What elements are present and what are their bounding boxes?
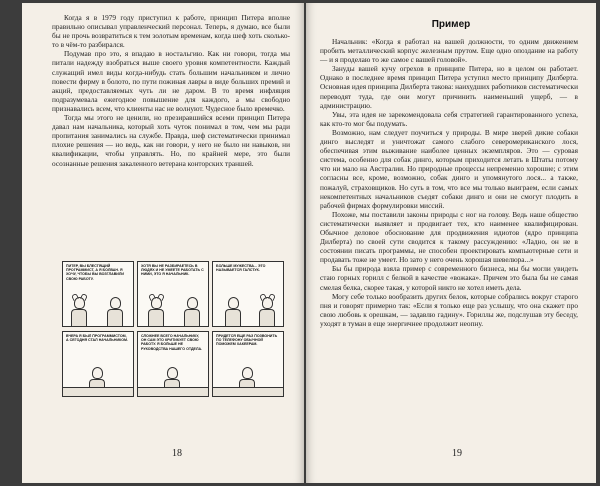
paragraph: Могу себе только вообразить других белок, которые собрались вокруг старого пня и говорят примерно так: «Если я только еще раз услышу, что она скажет про свою любовь к орешкам, — задавлю гадину». Гориллы же, подслушав эту беседу, уходят в туман в еще энергичнее продолжит неопну.: [320, 291, 578, 328]
speech-bubble: БОЛЬШЕ МУЖЕСТВА... ЭТО НАЗЫВАЕТСЯ ГАЛСТУК.: [216, 264, 266, 273]
speech-bubble: СЛОЖНЕЕ ВСЕГО НАЧАЛЬНИКУ, ОН САМ ЭТО КРИТИКУЕТ СВОЮ РАБОТУ. Я БОЛЬШЕ НЕ РУКОВОДСТВА НАШЕГО ОТДЕЛА.: [141, 334, 203, 351]
comic-panel: [62, 331, 134, 397]
paragraph: Тогда мы этого не ценили, но презиравшийся всеми принцип Питера давал нам начальника, который хоть чуток понимал в том, чем мы ради пропитания занимались на службе. Правда, шеф систематически принимал плохие решения — но ведь, как ни говори, у него не было ни навыков, ни квалификации, чтобы управлять. Но, по крайней мере, это были осознанные решения закаленного ветерана конторских траншей.: [52, 113, 290, 168]
paragraph: Похоже, мы поставили законы природы с ног на голову. Ведь наше общество систематически выявляет и продвигает тех, кто наименее квалифицирован. Обычное деловое обоснование для продвижения идиотов (ядро принципа Дилберта) по своей сути сводится к такому рассуждению: «Ладно, он не в состоянии писать программы, не способен проектировать компьютерные сети и продавать тоже не умеет. Но зато у него очень хорошая шевелюра...»: [320, 209, 578, 265]
desk: [213, 387, 283, 396]
paragraph: Увы, эта идея не зарекомендовала себя стратегией гарантированного успеха, как кто-то мог бы подумать.: [320, 109, 578, 128]
section-heading: Пример: [431, 19, 471, 30]
comic-panel: [212, 331, 284, 397]
employee-figure: [107, 297, 123, 326]
right-page: [306, 3, 596, 483]
left-page: [22, 3, 304, 483]
paragraph: Возможно, нам следует поучиться у природы. В мире зверей дикие собаки динго выследят и уничтожат самого слабого северомериканского лося, обеспечивая этим выживание наиболее ценных экземпляров. Это — суровая система, особенно для собак динго, которым приходится летать в Штаты потому что ни мало на Австралии. Но природные процессы непременно хорошие; с этим согласны все, кроме, возможно, собак динго и упомянутого лося... а также, пожалуй, страховщиков. Но суть в том, что все мы только выиграем, если самых некомпетентных начальников съедят собаки динго и они не смогут плодить в рабочей фирмах формулировки миссий.: [320, 127, 578, 210]
comic-panel: [62, 261, 134, 327]
left-page-text: [52, 13, 290, 168]
comic-panel: [137, 261, 209, 327]
speech-bubble: ВЧЕРА Я БЫЛ ПРОГРАММИСТОМ, А СЕГОДНЯ СТАЛ НАЧАЛЬНИКОМ.: [66, 334, 129, 343]
comic-strip: [62, 261, 284, 397]
speech-bubble: ХОТЯ ВЫ НЕ РАЗБИРАЕТЕСЬ В ЛЮДЯХ И НЕ УМЕЕТЕ РАБОТАТЬ С НИМИ, ЭТО Я НАЧАЛЬНИК.: [141, 264, 204, 277]
employee-figure: [225, 297, 241, 326]
paragraph: Бы бы природа взяла пример с современного бизнеса, мы бы могли увидеть стаю горных горилл с белкой в качестве «вожака». Причем это была бы не самая смелая белка, скорее такая, у которой никто не хотел иметь дела.: [320, 264, 578, 292]
paragraph: Начальник: «Когда я работал на вашей должности, то одним движением пробить металлический корпус железным прутом. Еще одно опоздание на работу — и я проделаю то же самое с вашей головой».: [320, 37, 578, 65]
desk: [63, 387, 133, 396]
page-number: 19: [452, 448, 462, 459]
desk: [138, 387, 208, 396]
paragraph: Когда я в 1979 году приступил к работе, принцип Питера вполне правильно описывал управленческий персонал. Теперь, я думаю, все были бы не прочь возвратиться к тем золотым временам, когда шеф хоть сколько-то в чём-то разбирался.: [52, 13, 290, 50]
comic-panel: [137, 331, 209, 397]
boss-figure: [148, 297, 164, 326]
speech-bubble: ПРИДЕТСЯ ЕЩЕ РАЗ ПОЗВОНИТЬ ПО ТЕЛЕФОНУ ОБЫЧНОЙ ПОМОЖЕМ ХАКЕЕРАМ.: [216, 334, 278, 347]
boss-figure: [259, 297, 275, 326]
comic-panel: [212, 261, 284, 327]
employee-figure: [184, 297, 200, 326]
page-number: 18: [172, 448, 182, 459]
paragraph: Зануды вашей кучу огрехов в принципе Питера, но в целом он работает. Однако в последнее время принцип Питера уступил место принципу Дилберта. Основная идея принципа Дилберта такова: наихудших работников систематически переводят туда, где они могут причинить наименьший ущерб, — в администрацию.: [320, 64, 578, 110]
paragraph: Подумав про это, я впадаю в ностальгию. Как ни говори, тогда мы питали надежду взобраться выше своего уровня компетентности. Каждый служащий имел виды когда-нибудь стать большим начальником и лично повести фирму в болото, по пути пожиная лавры в виде больших премий и акций, предоставляемых чуть ли не даром. В то время инфляция подразумевала ежегодное повышение для каждого, а мы свободно признавались всем, что клиенты нас не волнуют. Чудесное было времечко.: [52, 49, 290, 113]
right-page-text: [320, 37, 578, 328]
speech-bubble: ПИТЕР, ВЫ БЛЕСТЯЩИЙ ПРОГРАММИСТ, А Я БОЛВАН. Я ХОЧУ, ЧТОБЫ ВЫ ВОЗГЛАВИЛИ СВОЮ РАБОТУ.: [66, 264, 124, 281]
boss-figure: [71, 297, 87, 326]
